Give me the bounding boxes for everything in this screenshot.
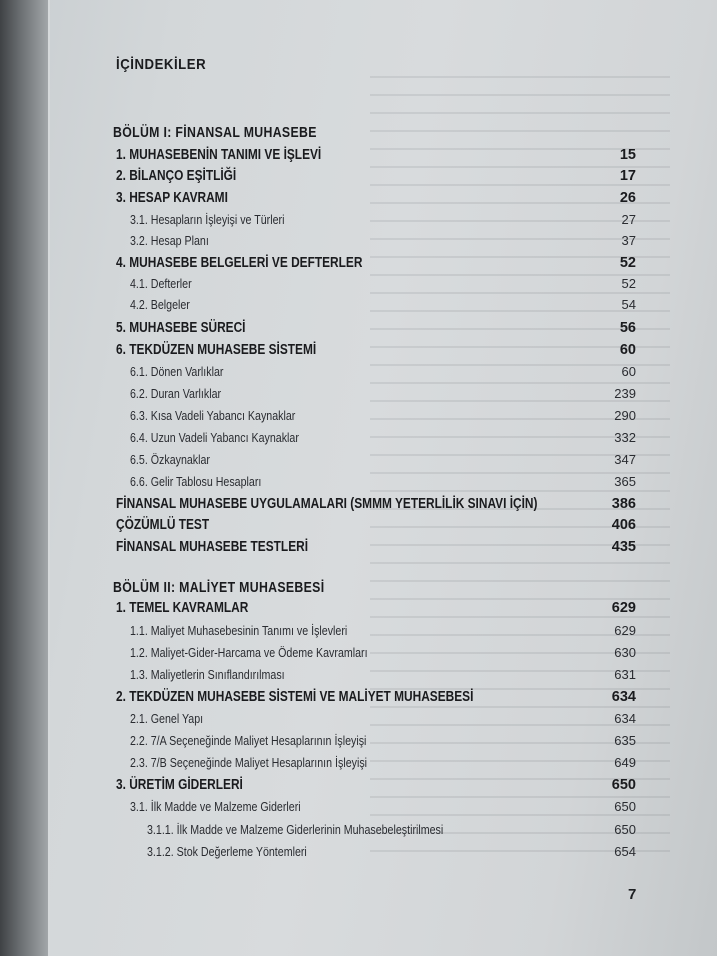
toc-entry-title: 3. ÜRETİM GİDERLERİ [116,777,243,793]
toc-entry-title: 2. BİLANÇO EŞİTLİĞİ [116,168,237,184]
toc-heading: İÇİNDEKİLER [116,56,207,73]
toc-entry-page: 332 [614,430,636,445]
toc-entry-page: 629 [614,623,636,638]
toc-entry-title: BÖLÜM II: MALİYET MUHASEBESİ [113,579,325,596]
toc-chapter-entry [0,168,717,188]
toc-section-entry [0,233,717,253]
toc-entry-page: 15 [619,147,636,163]
toc-section-entry [0,276,717,296]
toc-section-entry [0,430,717,450]
toc-entry-page: 650 [614,822,636,837]
toc-chapter-entry [0,517,717,537]
toc-entry-page: 56 [619,320,636,336]
toc-entry-page: 629 [611,600,636,616]
toc-section-entry [0,733,717,753]
toc-entry-page: 631 [614,667,636,682]
toc-entry-page: 60 [619,342,636,358]
toc-entry-page: 54 [621,297,636,312]
toc-entry-title: 3.1.2. Stok Değerleme Yöntemleri [147,844,307,859]
toc-entry-page: 435 [611,539,636,555]
toc-entry-title: 6.1. Dönen Varlıklar [130,364,224,379]
toc-chapter-entry [0,689,717,709]
toc-entry-title: 3.1.1. İlk Madde ve Malzeme Giderlerinin Muhasebeleştirilmesi [147,822,444,837]
toc-entry-page: 27 [621,212,636,227]
toc-entry-title: 6.5. Özkaynaklar [130,452,210,467]
toc-entry-page: 290 [614,408,636,423]
toc-entry-page: 386 [611,496,636,512]
toc-section-entry [0,711,717,731]
toc-section-entry [0,386,717,406]
toc-entry-title: 4.1. Defterler [130,276,192,291]
toc-entry-title: 2.2. 7/A Seçeneğinde Maliyet Hesaplarının İşleyişi [130,733,367,748]
toc-section-entry [0,474,717,494]
toc-entry-page: 654 [614,844,636,859]
toc-entry-title: 1.1. Maliyet Muhasebesinin Tanımı ve İşlevleri [130,623,348,638]
toc-entry-page: 52 [619,255,636,271]
toc-part-heading [0,579,717,599]
toc-section-entry [0,645,717,665]
toc-section-entry [0,755,717,775]
toc-section-entry [0,623,717,643]
toc-entry-title: FİNANSAL MUHASEBE TESTLERİ [116,539,309,555]
toc-entry-title: 6. TEKDÜZEN MUHASEBE SİSTEMİ [116,342,317,358]
toc-entry-page: 650 [611,777,636,793]
toc-entry-title: 6.4. Uzun Vadeli Yabancı Kaynaklar [130,430,299,445]
toc-entry-title: ÇÖZÜMLÜ TEST [116,517,210,533]
toc-section-entry [0,799,717,819]
toc-section-entry [0,364,717,384]
toc-chapter-entry [0,600,717,620]
toc-entry-page: 634 [611,689,636,705]
toc-entry-page: 635 [614,733,636,748]
toc-section-entry [0,667,717,687]
toc-entry-title: 6.2. Duran Varlıklar [130,386,222,401]
toc-entry-title: 3.1. Hesapların İşleyişi ve Türleri [130,212,285,227]
toc-part-heading [0,124,717,144]
toc-entry-page: 52 [621,276,636,291]
toc-entry-title: 3. HESAP KAVRAMI [116,190,228,206]
toc-entry-page: 26 [619,190,636,206]
toc-entry-title: 5. MUHASEBE SÜRECİ [116,320,246,336]
toc-chapter-entry [0,255,717,275]
toc-entry-page: 634 [614,711,636,726]
toc-entry-page: 649 [614,755,636,770]
toc-chapter-entry [0,539,717,559]
toc-entry-page: 347 [614,452,636,467]
toc-chapter-entry [0,147,717,167]
toc-section-entry [0,844,717,864]
toc-section-entry [0,452,717,472]
toc-chapter-entry [0,496,717,516]
page-number: 7 [628,886,637,903]
toc-entry-title: 3.2. Hesap Planı [130,233,209,248]
toc-entry-title: 2. TEKDÜZEN MUHASEBE SİSTEMİ VE MALİYET MUHASEBESİ [116,689,474,705]
toc-entry-title: 1. TEMEL KAVRAMLAR [116,600,249,616]
toc-section-entry [0,212,717,232]
toc-section-entry [0,822,717,842]
toc-entry-page: 650 [614,799,636,814]
toc-entry-page: 17 [619,168,636,184]
toc-entry-page: 239 [614,386,636,401]
toc-chapter-entry [0,320,717,340]
toc-section-entry [0,408,717,428]
toc-section-entry [0,297,717,317]
toc-entry-title: 6.3. Kısa Vadeli Yabancı Kaynaklar [130,408,296,423]
toc-entry-title: 3.1. İlk Madde ve Malzeme Giderleri [130,799,301,814]
toc-entry-title: FİNANSAL MUHASEBE UYGULAMALARI (SMMM YETERLİLİK SINAVI İÇİN) [116,496,538,512]
toc-chapter-entry [0,342,717,362]
toc-entry-page: 37 [621,233,636,248]
toc-entry-title: 4.2. Belgeler [130,297,190,312]
toc-entry-title: 1. MUHASEBENİN TANIMI VE İŞLEVİ [116,147,322,163]
toc-entry-page: 406 [611,517,636,533]
toc-entry-title: 1.3. Maliyetlerin Sınıflandırılması [130,667,285,682]
toc-entry-page: 630 [614,645,636,660]
toc-chapter-entry [0,190,717,210]
toc-entry-title: 2.3. 7/B Seçeneğinde Maliyet Hesaplarının İşleyişi [130,755,368,770]
toc-entry-title: 6.6. Gelir Tablosu Hesapları [130,474,262,489]
toc-entry-title: BÖLÜM I: FİNANSAL MUHASEBE [113,124,317,141]
toc-entry-title: 4. MUHASEBE BELGELERİ VE DEFTERLER [116,255,363,271]
toc-entry-page: 365 [614,474,636,489]
toc-entry-title: 1.2. Maliyet-Gider-Harcama ve Ödeme Kavramları [130,645,368,660]
toc-chapter-entry [0,777,717,797]
toc-entry-page: 60 [621,364,636,379]
toc-entry-title: 2.1. Genel Yapı [130,711,204,726]
